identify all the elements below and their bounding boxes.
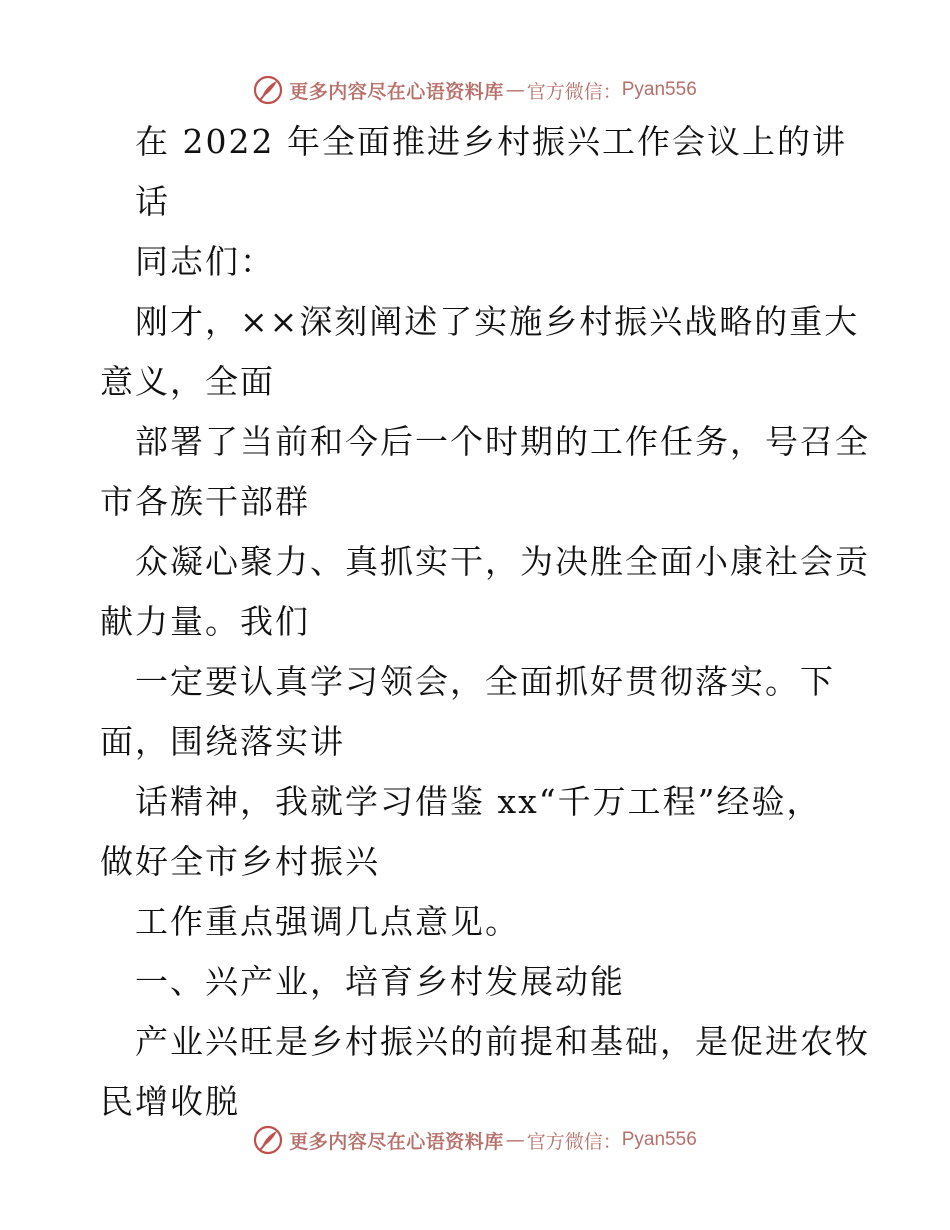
paragraph-line: 做好全市乡村振兴 [100, 842, 380, 881]
feather-pen-logo-icon [253, 75, 283, 105]
paragraph-line: 工作重点强调几点意见。 [135, 902, 520, 941]
paragraph-line: 一定要认真学习领会，全面抓好贯彻落实。下 [135, 662, 835, 701]
watermark-brand-text: 更多内容尽在心语资料库 [289, 80, 504, 103]
paragraph-line: 话精神，我就学习借鉴 xx“千万工程”经验， [135, 782, 822, 821]
salutation: 同志们： [135, 242, 275, 281]
paragraph-line: 面，围绕落实讲 [100, 722, 345, 761]
header-watermark [0, 70, 950, 110]
watermark-separator: — [505, 1129, 525, 1151]
paragraph-line: 献力量。我们 [100, 602, 310, 641]
footer-watermark [0, 1120, 950, 1160]
watermark-wechat-id: Pyan556 [621, 79, 697, 100]
watermark-wechat-label: 官方微信： [526, 1130, 622, 1153]
title-line-1: 在 2022 年全面推进乡村振兴工作会议上的讲 [135, 122, 847, 161]
title-line-2: 话 [135, 182, 170, 221]
paragraph-line: 众凝心聚力、真抓实干，为决胜全面小康社会贡 [135, 542, 870, 581]
feather-pen-logo-icon [253, 1125, 283, 1155]
paragraph-line: 产业兴旺是乡村振兴的前提和基础，是促进农牧 [135, 1022, 870, 1061]
paragraph-line: 刚才，××深刻阐述了实施乡村振兴战略的重大 [135, 302, 860, 341]
watermark-wechat-label: 官方微信： [526, 80, 622, 103]
section-heading: 一、兴产业，培育乡村发展动能 [135, 962, 625, 1001]
paragraph-line: 部署了当前和今后一个时期的工作任务，号召全 [135, 422, 870, 461]
paragraph-line: 市各族干部群 [100, 482, 310, 521]
watermark-wechat-id: Pyan556 [621, 1129, 697, 1150]
paragraph-line: 意义，全面 [100, 362, 275, 401]
watermark-brand-text: 更多内容尽在心语资料库 [289, 1130, 504, 1153]
watermark-separator: — [505, 79, 525, 101]
paragraph-line: 民增收脱 [100, 1082, 240, 1121]
